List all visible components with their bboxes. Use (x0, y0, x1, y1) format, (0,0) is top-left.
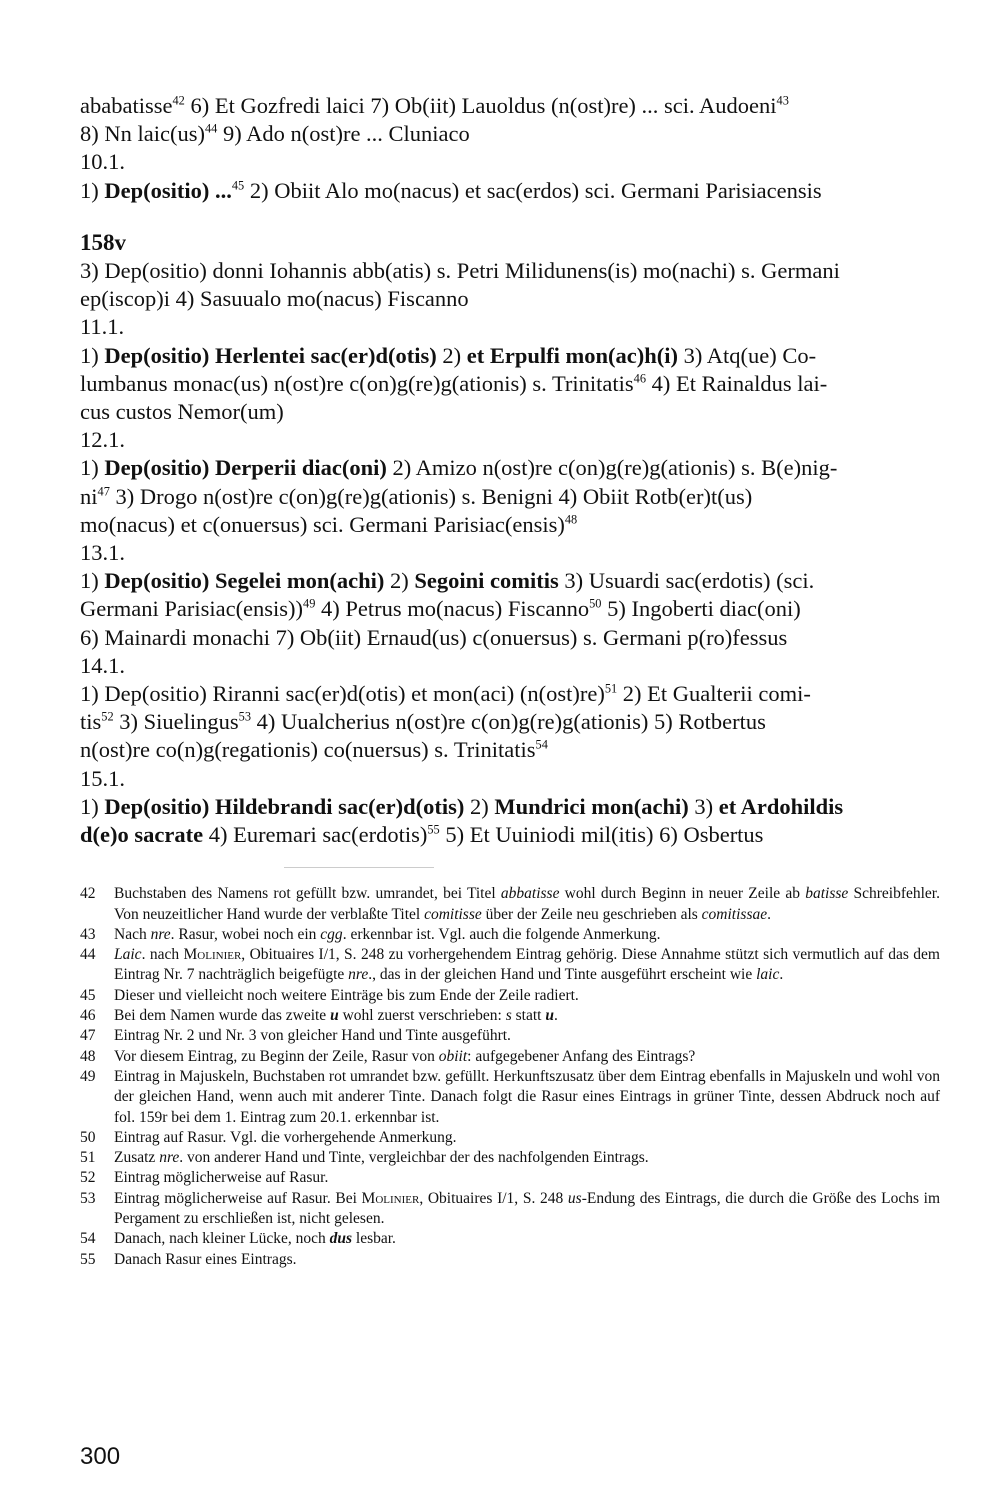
footnote-number: 49 (80, 1067, 96, 1085)
text-line: 1) Dep(ositio) Hildebrandi sac(er)d(otis) 2) Mundrici mon(achi) 3) et Ardohildis (80, 793, 844, 819)
footnote (80, 1006, 940, 1026)
footnote (80, 884, 940, 925)
footnote-text: Eintrag Nr. 2 und Nr. 3 von gleicher Hand und Tinte ausgeführt. (114, 1027, 511, 1045)
footnote (80, 1026, 940, 1046)
footnote (80, 1128, 940, 1148)
footnote-number: 48 (80, 1047, 96, 1065)
text-line: cus custos Nemor(um) (80, 399, 284, 425)
footnote (80, 986, 940, 1006)
footnote-number: 50 (80, 1128, 96, 1146)
footnote-text: Eintrag möglicherweise auf Rasur. Bei Molinier, Obituaires I/1, S. 248 us-Endung des Eintrags, die durch die Größe des Lochs im Pergament zu erschließen ist, nicht gelesen. (114, 1189, 940, 1228)
date-heading: 14.1. (80, 652, 125, 678)
footnote-number: 46 (80, 1007, 96, 1025)
footnote-ref: 53 (238, 709, 251, 724)
footnote (80, 1189, 940, 1230)
text-line: 1) Dep(ositio) Riranni sac(er)d(otis) et mon(aci) $(n(ost)re)^{51}$ 2) Et Gualterii comi- (80, 681, 811, 707)
footnote-number: 44 (80, 946, 96, 964)
footnote-number: 53 (80, 1189, 96, 1207)
text-line: mo(nacus) et c(onuersus) sci. Germani Parisiac(ensis)$^{48}$ (80, 511, 578, 537)
footnote-ref: 49 (303, 596, 316, 611)
footnote-number: 54 (80, 1230, 96, 1248)
footnote-text: Eintrag auf Rasur. Vgl. die vorhergehende Anmerkung. (114, 1128, 457, 1146)
footnote-ref: 52 (101, 709, 114, 724)
page-content (80, 92, 940, 1270)
date-heading: 10.1. (80, 149, 125, 175)
text-line: ababatisse$^{42}$ 6) Et Gozfredi laici 7) Ob(iit) Lauoldus (n(ost)re) ... sci. Audoeni$^{43}$ (80, 93, 789, 118)
footnote-ref: 44 (204, 121, 218, 136)
footnote-number: 43 (80, 925, 96, 943)
footnote-text: Eintrag möglicherweise auf Rasur. (114, 1169, 329, 1187)
footnote-text: Bei dem Namen wurde das zweite u wohl zuerst verschrieben: s statt u. (114, 1007, 558, 1025)
date-heading: 11.1. (80, 314, 125, 340)
footnote-text: Eintrag in Majuskeln, Buchstaben rot umrandet bzw. gefüllt. Herkunftszusatz über dem Eintrag ebenfalls in Majuskeln und wohl von der gleichen Hand, wenn auch mit anderer Tinte. Danach folgt die Rasur eines Eintrags in grüner Tinte, dessen Abdruck noch auf fol. 159r bei dem 1. Eintrag zum 20.1. erkennbar ist. (114, 1067, 940, 1126)
text-line: d(e)o sacrate 4) Euremari sac(erdotis)$^{55}$ 5) Et Uuiniodi mil(itis) 6) Osbertus (80, 822, 764, 848)
text-line: lumbanus monac(us) n(ost)re c(on)g(re)g(ationis) s. Trinitatis$^{46}$ 4) Et Rainaldus lai- (80, 370, 828, 396)
footnote-ref: 46 (633, 371, 647, 386)
text-line: ep(iscop)i 4) Sasuualo mo(nacus) Fiscanno (80, 286, 469, 312)
text-line: 3) Dep(ositio) donni Iohannis abb(atis) s. Petri Milidunens(is) mo(nachi) s. Germani (80, 258, 840, 284)
text-line: 1) Dep(ositio) Derperii diac(oni) 2) Amizo n(ost)re c(on)g(re)g(ationis) s. B(e)nig- (80, 455, 838, 481)
footnote-text: Zusatz nre. von anderer Hand und Tinte, vergleichbar der des nachfolgenden Eintrags. (114, 1149, 649, 1167)
text-line: 6) Mainardi monachi 7) Ob(iit) Ernaud(us) c(onuersus) s. Germani p(ro)fessus (80, 624, 788, 650)
footnote-text: Danach Rasur eines Eintrags. (114, 1250, 297, 1268)
footnote-ref: 54 (535, 737, 548, 752)
footnote-ref: 47 (97, 484, 110, 499)
date-heading: 12.1. (80, 427, 125, 453)
footnote-ref: 42 (172, 93, 185, 108)
date-heading: 13.1. (80, 540, 125, 566)
footnote-number: 55 (80, 1250, 96, 1268)
date-heading: 15.1. (80, 765, 125, 791)
edition-text (80, 92, 940, 849)
footnote-number: 47 (80, 1027, 96, 1045)
footnote-text: Nach nre. Rasur, wobei noch ein cgg. erkennbar ist. Vgl. auch die folgende Anmerkung. (114, 925, 661, 943)
footnote-divider (284, 867, 434, 868)
text-line: Germani Parisiac(ensis))$^{49}$ 4) Petrus mo(nacus) Fiscanno$^{50}$ 5) Ingoberti diac(oni) (80, 596, 801, 622)
text-line: $ni^{47}$ 3) Drogo n(ost)re c(on)g(re)g(ationis) s. Benigni 4) Obiit Rotb(er)t(us) (80, 483, 753, 509)
footnote-ref: 48 (564, 512, 578, 527)
footnote (80, 945, 940, 986)
footnote-ref: 43 (776, 93, 789, 108)
text-line: 1) Dep(ositio) Segelei mon(achi) 2) Segoini comitis 3) Usuardi sac(erdotis) (sci. (80, 568, 815, 594)
footnote-text: Laic. nach Molinier, Obituaires I/1, S. 248 zu vorhergehendem Eintrag gehörig. Diese Annahme stützt sich vermutlich auf das dem Eintrag Nr. 7 nachträglich beigefügte nre., das in der gleichen Hand und Tinte ausgeführt erscheint wie laic. (114, 946, 940, 984)
footnote-number: 52 (80, 1169, 96, 1187)
page-number: 300 (80, 1443, 121, 1470)
footnotes (80, 884, 940, 1270)
text-line: tis$^{52}$ 3) Siuelingus$^{53}$ 4) Uualcherius n(ost)re c(on)g(re)g(ationis) 5) Rotbertus (80, 709, 766, 735)
footnote-text: Vor diesem Eintrag, zu Beginn der Zeile, Rasur von obiit: aufgegebener Anfang des Eintrags? (114, 1047, 696, 1065)
footnote-number: 51 (80, 1149, 96, 1167)
footnote-ref: 55 (427, 822, 440, 837)
text-line: 8) Nn laic(us)$^{44}$ 9) Ado n(ost)re ... Cluniaco (80, 121, 470, 147)
footnote-text: Buchstaben des Namens rot gefüllt bzw. umrandet, bei Titel abbatisse wohl durch Beginn in neuer Zeile ab batisse Schreibfehler. Von neuzeitlicher Hand wurde der verblaßte Titel comitisse über der Zeile neu geschrieben als comitissae. (114, 885, 940, 923)
footnote (80, 1148, 940, 1168)
footnote (80, 1229, 940, 1249)
text-line: 1) Dep(ositio) Herlentei sac(er)d(otis) 2) et Erpulfi mon(ac)h(i) 3) Atq(ue) Co- (80, 342, 817, 368)
text-line: n(ost)re co(n)g(regationis) co(nuersus) s. Trinitatis$^{54}$ (80, 737, 548, 763)
footnote-ref: 50 (589, 596, 602, 611)
footnote-number: 45 (80, 986, 96, 1004)
footnote (80, 1250, 940, 1270)
footnote (80, 1067, 940, 1128)
footnote-ref: 45 (231, 178, 245, 193)
footnote-text: Dieser und vielleicht noch weitere Einträge bis zum Ende der Zeile radiert. (114, 986, 579, 1004)
footnote (80, 925, 940, 945)
text-line: 1) Dep(ositio) ...$^{45}$ 2) Obiit Alo mo(nacus) et sac(erdos) sci. Germani Parisiacensis (80, 177, 822, 203)
footnote-ref: 51 (604, 681, 618, 696)
footnote-text: Danach, nach kleiner Lücke, noch dus lesbar. (114, 1230, 396, 1248)
footnote-number: 42 (80, 885, 96, 903)
footnote (80, 1047, 940, 1067)
folio-heading: 158v (80, 229, 126, 255)
footnote (80, 1168, 940, 1188)
